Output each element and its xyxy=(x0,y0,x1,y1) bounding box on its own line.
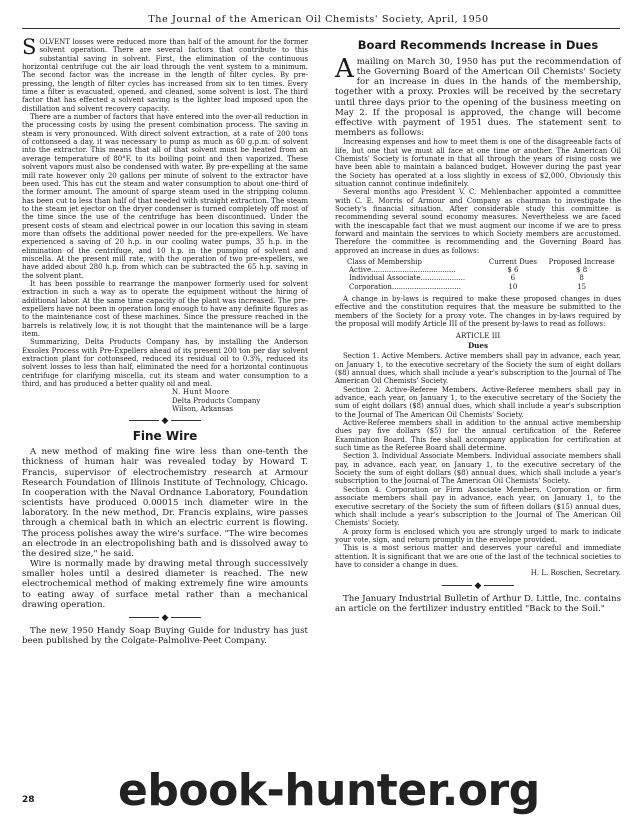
section-divider: ◆ xyxy=(22,417,308,426)
soap-guide-note xyxy=(22,626,308,646)
drop-cap-s: S xyxy=(22,35,37,59)
table-header-row xyxy=(335,258,621,266)
table-cell: 8 xyxy=(579,274,584,283)
author-company: Delta Products Company xyxy=(172,396,261,405)
section-4: Section 4. Corporation or Firm Associate Members. Corporation or firm associate members shall pay in advance, each year, on January 1, to the executive secretary of the Society the sum of fifteen dollars ($15) annual dues, which shall include a year's subscription to the Journal of The American Oil Chemists' Society. xyxy=(335,485,621,528)
table-row xyxy=(335,274,621,282)
table-cell: 10 xyxy=(508,282,518,291)
table-cell: 6 xyxy=(510,274,516,283)
solvent-paragraph-3: It has been possible to rearrange the manpower formerly used for solvent extraction in such a way as to operate the equipment without the hiring of additional labor. At the same time capacity of the plant was increased. The pre-expellers have not been in operation long enough to have any definite figures as to the maintenance cost of these machines. Since the pressure reached in the barrels is relatively low, it is not thought that the maintenance will be a large item. xyxy=(22,279,308,339)
header-rule xyxy=(22,28,620,29)
table-header-class: Class of Membership xyxy=(347,258,422,267)
proxy-paragraph: A proxy form is enclosed which you are strongly urged to mark to indicate your vote, sign, and return promptly in the envelope provided. xyxy=(335,527,621,544)
dues-heading: Dues xyxy=(467,341,489,351)
board-paragraph-1: Amailing on March 30, 1950 has put the recommendation of the Governing Board of the American Oil Chemists' Society for an increase in dues in the hands of the membership, together with a proxy. Proxies will be received by the secretary until three days prior to the opening of the business meeting on May 2. If the proposal is approved, the change will become effective with payment of 1951 dues. The statement sent to members as follows: xyxy=(335,54,621,139)
soap-paragraph: The new 1950 Handy Soap Buying Guide for industry has just been published by the Colgate-Palmolive-Peet Company. xyxy=(22,625,308,646)
board-paragraph-2: Increasing expenses and how to meet them is one of the disagreeable facts of life, but one that we must all face at one time or another. The American Oil Chemists' Society is fortunate in that all through the years of rising costs we have been able to maintain a balanced budget. However during the past year the Society has operated at a loss slightly in excess of $2,000. Obviously this situation cannot continue indefinitely. xyxy=(335,138,621,188)
table-cell: Corporation............................... xyxy=(349,282,461,291)
author-name: N. Hunt Moore xyxy=(172,388,230,397)
running-header: The Journal of the American Oil Chemists' Society, April, 1950 xyxy=(148,14,489,25)
bulletin-note xyxy=(335,594,621,614)
table-row xyxy=(335,283,621,291)
section-2: Section 2. Active-Referee Members. Active-Referee members shall pay in advance, each year, on January 1, to the executive secretary of the Society the sum of eight dollars ($8) annual dues, which shall include a year's subscription to the Journal of The American Oil Chemists' Society. xyxy=(335,385,621,419)
left-column xyxy=(22,35,308,646)
section-3: Section 3. Individual Associate Members. Individual associate members shall pay, in advance, each year, on January 1, to the executive secretary of the Society the sum of eight dollars ($8) annual dues, which shall include a year's subscription to the Journal of The American Oil Chemists' Society. xyxy=(335,452,621,486)
fine-wire-paragraph-2: Wire is normally made by drawing metal through successively smaller holes until a desired diameter is reached. The new electrochemical method of making extremely fine wire amounts to eating away of surface metal rather than a mechanical drawing operation. xyxy=(22,559,308,610)
solvent-paragraph-1: SOLVENT losses were reduced more than half of the amount for the former solvent operation. There are several factors that contribute to this substantial saving in solvent. First, the elimination of the continuous horizontal centrifuge cut the air load through the vent system to a minimum. The second factor was the increase in the length of filter cycles. By pre-pressing, the length of filter cycles has increased from six to ten times. Every time a filter is evacuated, opened, and cleaned, some solvent is lost. The third factor that has effected a solvent saving is the lighter load imposed upon the distillation and solvent recovery capacity. xyxy=(22,35,308,113)
table-cell: $ 8 xyxy=(576,266,588,275)
watermark: ebook-hunter.org xyxy=(118,765,540,816)
author-location: Wilson, Arkansas xyxy=(172,405,233,414)
bulletin-paragraph: The January Industrial Bulletin of Arthur D. Little, Inc. contains an article on the fertilizer industry entitled "Back to the Soil." xyxy=(335,593,621,614)
table-row xyxy=(335,266,621,274)
solvent-paragraph-4: Summarizing, Delta Products Company has, by installing the Anderson Exsolex Process with Pre-Expellers ahead of its present 200 ton per day solvent extraction plant for cottonseed, reduced its residual oil to 0.3%, reduced its solvent losses to less than half, eliminated the need for a horizontal continuous centrifuge for clarifying miscella, cut its steam and water consumption to a third, and has produced a better quality oil and meal. xyxy=(22,338,308,389)
table-cell: 15 xyxy=(577,282,587,291)
table-cell: Individual Associate.................... xyxy=(349,274,466,283)
table-header-current: Current Dues xyxy=(488,258,537,267)
closing-paragraph: This is a most serious matter and deserves your careful and immediate attention. It is significant that we are one of the last of the technical societies to have to consider a change in dues. xyxy=(335,544,621,569)
solvent-paragraph-2: There are a number of factors that have entered into the over-all reduction in the processing costs by using the present combination process. The saving in steam is very pronounced. With direct solvent extraction, at a rate of 200 tons of cottonseed a day, it was necessary to pump as much as 60 g.p.m. of solvent into the extractor. This means that all of that solvent must be heated from an average temperature of 80°F. to its boiling point and then vaporized. These solvent vapors must also be condensed with water. By pre-expelling at the same mill rate however only 20 gallons per minute of solvent to the extractor have been used. This has cut the steam and water consumption to about one-third of the former amount. The amount of sparge steam used in the stripping column has been cut to less than half of that needed with straight extraction. The steam to the steam jet ejector on the dryer condenser is turned completely off most of the time since the use of the centrifuge has been discontinued. Under the present costs of steam and electrical power in our location this saving in steam more than offsets the additional power needed for the pre-expellers. We have experienced a saving of 20 h.p. in our cooling water pumps, 35 h.p. in the elimination of the centrifuge, and 10 h.p. in the pumping of solvent and miscella. At the present mill rate, with the operation of two pre-expellers, we have added about 280 h.p. from which can be subtracted the 65 h.p. saving in the solvent plant. xyxy=(22,113,308,280)
fine-wire-title: Fine Wire xyxy=(132,429,198,444)
section-2-addendum: Active-Referee members shall in addition to the annual active membership dues pay five dollars ($5) for the annual certification of the Referee Examination Board. This fee shall accompany application for certification at such time as the Referee Board shall determine. xyxy=(335,419,621,453)
dues-table xyxy=(335,258,621,291)
table-cell: Active...................................... xyxy=(349,266,456,275)
board-paragraph-3: Several months ago President V. C. Mehlenbacher appointed a committee with C. E. Morris of Armour and Company as chairman to investigate the Society's financial situation. After considerable study this committee is recommending several sound economy measures. Nevertheless we are faced with the inescapable fact that we must augment our income if we are to press forward and maintain the services to which Society members are accustomed. Therefore the committee is recommending and the Governing Board has approved an increase in dues as follows: xyxy=(335,188,621,255)
board-intro xyxy=(335,54,621,139)
author-signature xyxy=(172,388,308,413)
section-divider: ◆ xyxy=(335,582,621,591)
page-number: 28 xyxy=(22,795,35,805)
board-paragraph-4: A change in by-laws is required to make these proposed changes in dues effective and the constitution requires that the measure be submitted to the members of the Society for a proxy vote. The changes in by-laws required by the proposal will modify Article III of the present by-laws to read as follows: xyxy=(335,294,621,328)
fine-wire-article xyxy=(22,447,308,610)
section-1: Section 1. Active Members. Active members shall pay in advance, each year, on January 1, to the executive secretary of the Society the sum of eight dollars ($8) annual dues, which shall include a year's subscription to the Journal of The American Oil Chemists' Society. xyxy=(335,352,621,386)
drop-cap-a: A xyxy=(335,54,354,84)
article-heading: ARTICLE III xyxy=(455,331,501,341)
right-column xyxy=(335,38,621,614)
fine-wire-paragraph-1: A new method of making fine wire less than one-tenth the thickness of human hair was revealed today by Howard T. Francis, supervisor of electrochemistry research at Armour Research Foundation of Illinois Institute of Technology, Chicago. In cooperation with the Naval Ordnance Laboratory, Foundation scientists have produced 0.00015 inch diameter wire in the laboratory. In the new method, Dr. Francis explains, wire passes through a chemical bath in which an electric current is flowing. The process polishes away the wire's surface. "The wire becomes an electrode in an electropolishing bath and is dissolved away to the desired size," he said. xyxy=(22,447,308,559)
board-statement xyxy=(335,138,621,577)
table-cell: $ 6 xyxy=(507,266,519,275)
section-divider: ◆ xyxy=(22,614,308,623)
board-title: Board Recommends Increase in Dues xyxy=(357,38,599,52)
secretary-signature: H. L. Roschen, Secretary. xyxy=(530,569,621,578)
table-header-proposed: Proposed Increase xyxy=(548,258,615,267)
